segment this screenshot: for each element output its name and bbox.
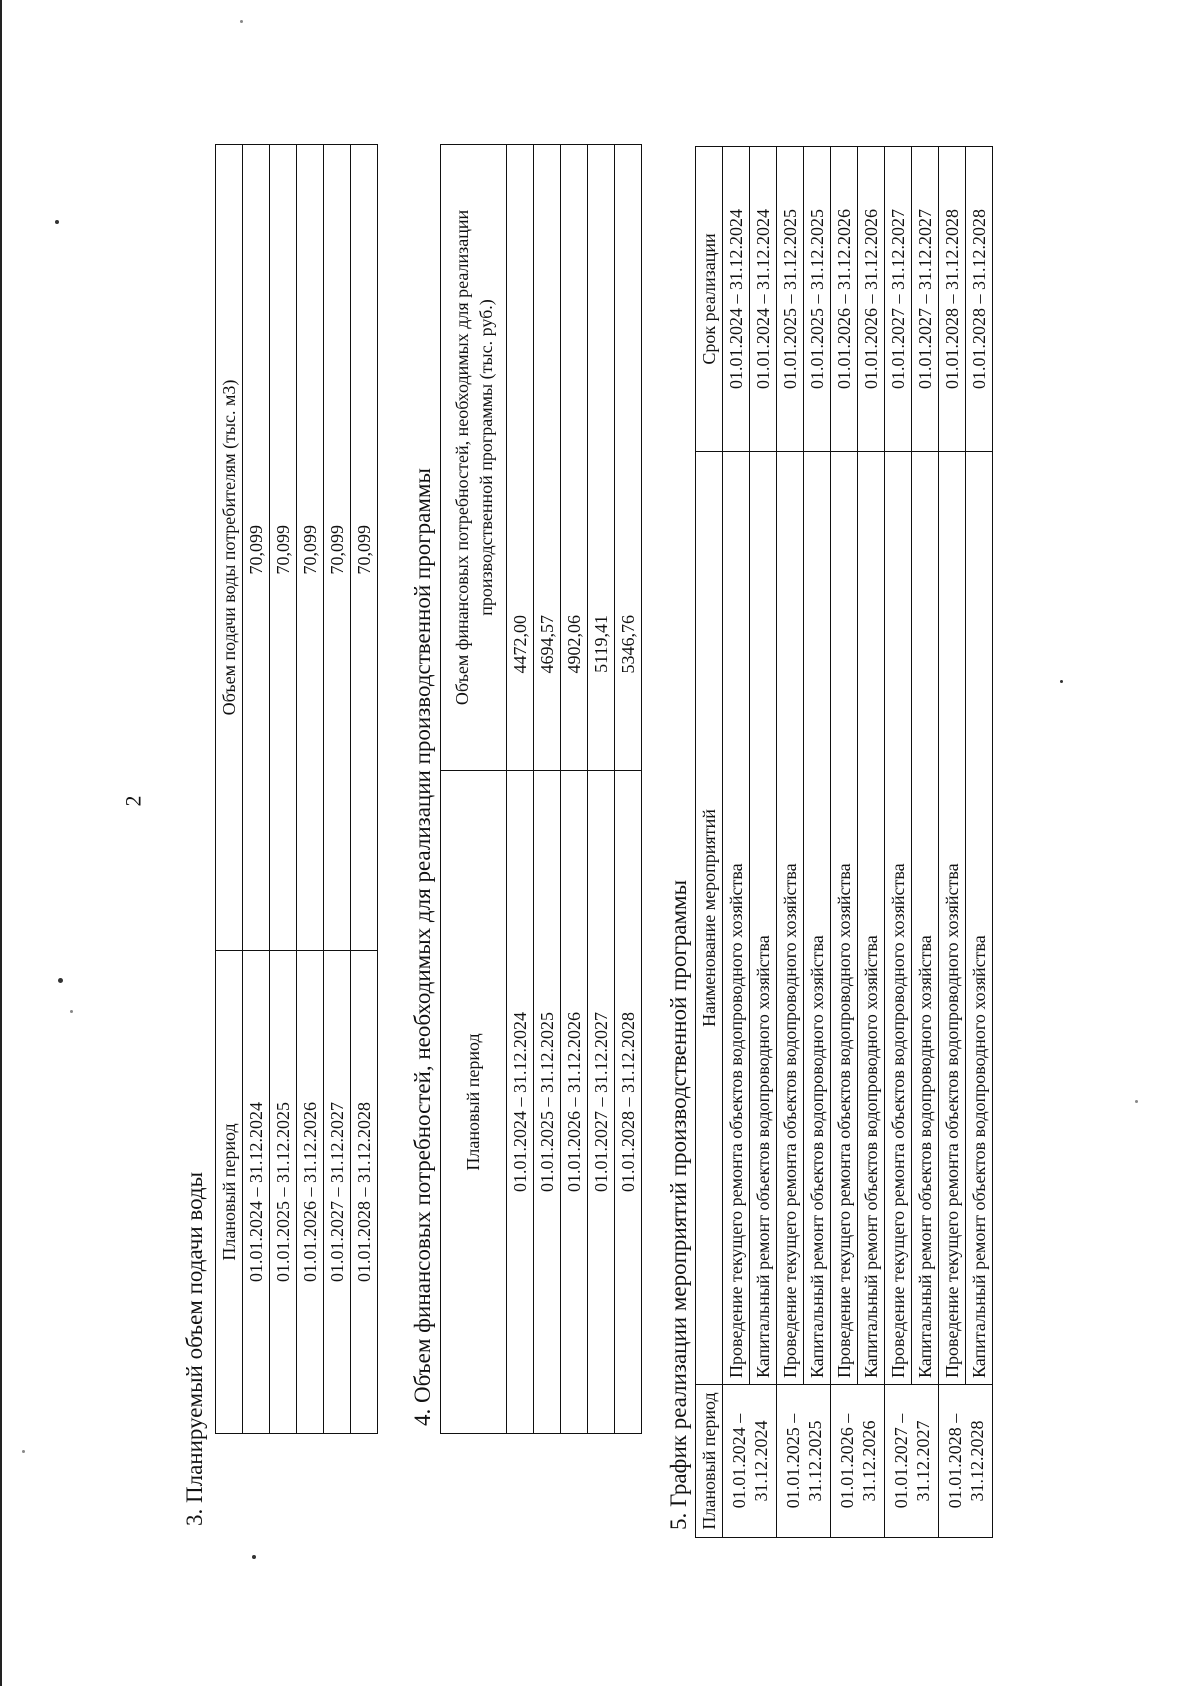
amount-cell: 4694,57: [534, 145, 561, 771]
table-row: [534, 145, 561, 1434]
amount-cell: 4472,00: [507, 145, 534, 771]
table-header-row: [696, 147, 723, 1538]
deadline-cell: 01.01.2026 – 31.12.2026: [858, 147, 885, 452]
volume-cell: 70,099: [270, 145, 297, 951]
financial-needs-table: [440, 144, 642, 1434]
period-cell: 01.01.2025 – 31.12.2025: [534, 771, 561, 1434]
deadline-cell: 01.01.2025 – 31.12.2025: [804, 147, 831, 452]
table-row: [588, 145, 615, 1434]
column-header: Срок реализации: [696, 147, 723, 452]
table-row: [270, 145, 297, 1434]
period-cell: 01.01.2028 – 31.12.2028: [615, 771, 642, 1434]
volume-cell: 70,099: [324, 145, 351, 951]
schedule-table: [695, 146, 993, 1538]
table-row: [804, 147, 831, 1538]
volume-cell: 70,099: [351, 145, 378, 951]
table-row: [615, 145, 642, 1434]
deadline-cell: 01.01.2025 – 31.12.2025: [777, 147, 804, 452]
table-row: [723, 147, 750, 1538]
column-header: Плановый период: [696, 1385, 723, 1538]
activity-cell: Капитальный ремонт объектов водопроводного хозяйства: [858, 452, 885, 1385]
table-row: [831, 147, 858, 1538]
amount-cell: 5346,76: [615, 145, 642, 771]
period-cell: 01.01.2025 – 31.12.2025: [777, 1385, 831, 1538]
period-cell: 01.01.2024 – 31.12.2024: [507, 771, 534, 1434]
deadline-cell: 01.01.2027 – 31.12.2027: [912, 147, 939, 452]
deadline-cell: 01.01.2027 – 31.12.2027: [885, 147, 912, 452]
deadline-cell: 01.01.2028 – 31.12.2028: [939, 147, 966, 452]
period-cell: 01.01.2027 – 31.12.2027: [588, 771, 615, 1434]
table-row: [939, 147, 966, 1538]
volume-cell: 70,099: [243, 145, 270, 951]
table-row: [561, 145, 588, 1434]
table-row: [885, 147, 912, 1538]
deadline-cell: 01.01.2024 – 31.12.2024: [750, 147, 777, 452]
activity-cell: Проведение текущего ремонта объектов водопроводного хозяйства: [831, 452, 858, 1385]
table-row: [324, 145, 351, 1434]
table-row: [351, 145, 378, 1434]
column-header: Объем подачи воды потребителям (тыс. м3): [216, 145, 243, 951]
period-cell: 01.01.2027 – 31.12.2027: [324, 951, 351, 1434]
deadline-cell: 01.01.2026 – 31.12.2026: [831, 147, 858, 452]
table-header-row: [216, 145, 243, 1434]
page-number: 2: [120, 795, 146, 807]
period-cell: 01.01.2024 – 31.12.2024: [723, 1385, 777, 1538]
column-header: Плановый период: [216, 951, 243, 1434]
table-row: [297, 145, 324, 1434]
table-header-row: [441, 145, 507, 1434]
volume-cell: 70,099: [297, 145, 324, 951]
period-cell: 01.01.2028 – 31.12.2028: [939, 1385, 993, 1538]
column-header: Объем финансовых потребностей, необходимых для реализации производственной программы (тыс. руб.): [441, 145, 507, 771]
column-header: Наименование мероприятий: [696, 452, 723, 1385]
section-3-title: 3. Планируемый объем подачи воды: [182, 1171, 207, 1526]
water-volume-table: [215, 144, 378, 1434]
table-row: [966, 147, 993, 1538]
amount-cell: 4902,06: [561, 145, 588, 771]
period-cell: 01.01.2026 – 31.12.2026: [561, 771, 588, 1434]
deadline-cell: 01.01.2024 – 31.12.2024: [723, 147, 750, 452]
table-row: [858, 147, 885, 1538]
activity-cell: Проведение текущего ремонта объектов водопроводного хозяйства: [723, 452, 750, 1385]
period-cell: 01.01.2026 – 31.12.2026: [831, 1385, 885, 1538]
table-row: [243, 145, 270, 1434]
table-row: [912, 147, 939, 1538]
period-cell: 01.01.2026 – 31.12.2026: [297, 951, 324, 1434]
table-row: [507, 145, 534, 1434]
section-5-title: 5. График реализации мероприятий производственной программы: [666, 879, 691, 1530]
activity-cell: Капитальный ремонт объектов водопроводного хозяйства: [750, 452, 777, 1385]
table-row: [750, 147, 777, 1538]
activity-cell: Капитальный ремонт объектов водопроводного хозяйства: [966, 452, 993, 1385]
column-header: Плановый период: [441, 771, 507, 1434]
period-cell: 01.01.2027 – 31.12.2027: [885, 1385, 939, 1538]
section-4-title: 4. Объем финансовых потребностей, необходимых для реализации производственной программы: [410, 468, 435, 1426]
period-cell: 01.01.2024 – 31.12.2024: [243, 951, 270, 1434]
activity-cell: Капитальный ремонт объектов водопроводного хозяйства: [804, 452, 831, 1385]
period-cell: 01.01.2025 – 31.12.2025: [270, 951, 297, 1434]
period-cell: 01.01.2028 – 31.12.2028: [351, 951, 378, 1434]
activity-cell: Капитальный ремонт объектов водопроводного хозяйства: [912, 452, 939, 1385]
activity-cell: Проведение текущего ремонта объектов водопроводного хозяйства: [777, 452, 804, 1385]
deadline-cell: 01.01.2028 – 31.12.2028: [966, 147, 993, 452]
amount-cell: 5119,41: [588, 145, 615, 771]
table-row: [777, 147, 804, 1538]
activity-cell: Проведение текущего ремонта объектов водопроводного хозяйства: [885, 452, 912, 1385]
activity-cell: Проведение текущего ремонта объектов водопроводного хозяйства: [939, 452, 966, 1385]
